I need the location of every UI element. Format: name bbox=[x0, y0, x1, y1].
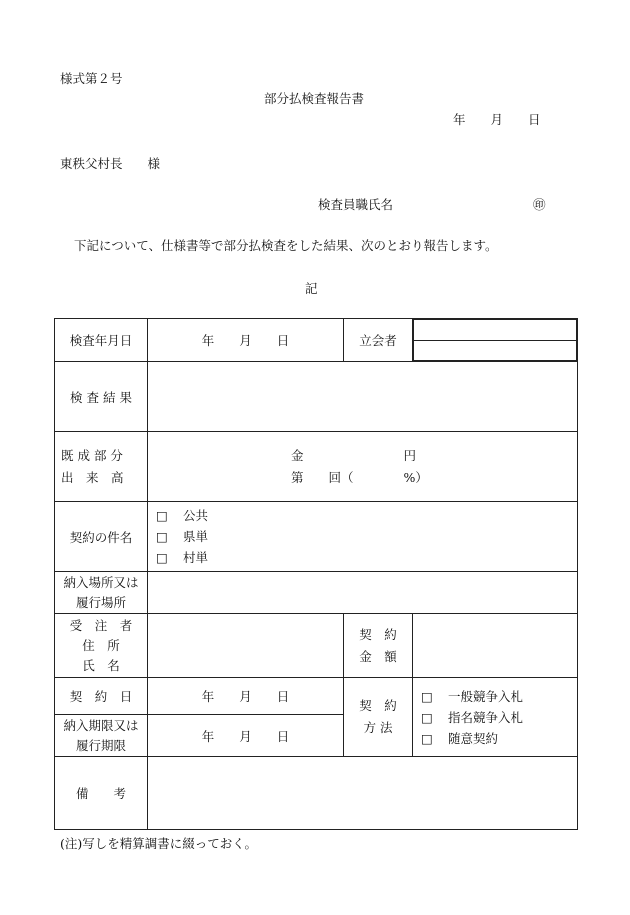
contractor-label bbox=[55, 614, 148, 678]
amount-line: 金 円 bbox=[291, 447, 417, 463]
delivery-label-line1: 納入場所又は bbox=[63, 574, 139, 590]
intro-text: 下記について、仕様書等で部分払検査をした結果、次のとおり報告します。 bbox=[74, 238, 498, 253]
inspector-label: 検査員職氏名 bbox=[318, 197, 394, 212]
witness-cell bbox=[413, 319, 578, 362]
deadline-label bbox=[55, 715, 148, 757]
contract-name-label: 契約の件名 bbox=[55, 502, 148, 572]
witness-field-1 bbox=[414, 320, 577, 341]
deadline-label-line2: 履行期限 bbox=[75, 737, 126, 753]
delivery-value bbox=[148, 572, 578, 614]
remarks-value bbox=[148, 757, 578, 830]
option-kentan: □ 県単 bbox=[148, 526, 577, 547]
contract-amount-label-line2: 金 額 bbox=[359, 648, 397, 664]
option-nominated-bid: □ 指名競争入札 bbox=[413, 707, 577, 728]
checkbox-icon: □ bbox=[421, 709, 433, 725]
result-value bbox=[148, 362, 578, 432]
inspection-date-label: 検査年月日 bbox=[55, 319, 148, 362]
remarks-label: 備 考 bbox=[55, 757, 148, 830]
contract-date-value: 年 月 日 bbox=[148, 678, 344, 715]
document-title: 部分払検査報告書 bbox=[264, 91, 365, 106]
option-negotiated: □ 随意契約 bbox=[413, 728, 577, 749]
deadline-value: 年 月 日 bbox=[148, 715, 344, 757]
contract-date-label: 契 約 日 bbox=[55, 678, 148, 715]
method-label bbox=[344, 678, 413, 757]
contractor-label-line2: 住 所 bbox=[82, 637, 120, 653]
witness-field-2 bbox=[414, 340, 577, 361]
form-number: 様式第２号 bbox=[60, 71, 123, 86]
contract-amount-label-line1: 契 約 bbox=[359, 626, 397, 642]
method-label-line1: 契 約 bbox=[359, 698, 397, 713]
option-general-bid: □ 一般競争入札 bbox=[413, 686, 577, 707]
progress-label-line1: 既 成 部 分 bbox=[61, 447, 123, 463]
checkbox-icon: □ bbox=[421, 688, 433, 704]
progress-label bbox=[55, 432, 148, 502]
footnote: (注)写しを精算調書に綴っておく。 bbox=[60, 836, 258, 851]
progress-value bbox=[148, 432, 578, 502]
contractor-value bbox=[148, 614, 344, 678]
progress-label-line2: 出 来 高 bbox=[61, 469, 124, 485]
checkbox-icon: □ bbox=[156, 508, 168, 523]
checkbox-icon: □ bbox=[156, 529, 168, 544]
delivery-label-line2: 履行場所 bbox=[75, 594, 126, 610]
addressee: 東秩父村長 様 bbox=[60, 156, 161, 171]
ki-heading: 記 bbox=[305, 281, 318, 296]
report-table bbox=[54, 318, 578, 830]
option-kokyo: □ 公共 bbox=[148, 505, 577, 526]
times-line: 第 回（ %） bbox=[291, 469, 428, 485]
deadline-label-line1: 納入期限又は bbox=[63, 717, 139, 733]
checkbox-icon: □ bbox=[421, 730, 433, 746]
method-label-line2: 方 法 bbox=[363, 720, 393, 735]
contract-name-options bbox=[148, 502, 578, 572]
option-sontan: □ 村単 bbox=[148, 547, 577, 568]
inspection-date-value: 年 月 日 bbox=[148, 319, 344, 362]
header-date: 年 月 日 bbox=[453, 112, 541, 127]
contractor-label-line1: 受 注 者 bbox=[69, 617, 133, 633]
witness-label: 立会者 bbox=[344, 319, 413, 362]
contract-amount-value bbox=[413, 614, 578, 678]
contractor-label-line3: 氏 名 bbox=[82, 657, 120, 673]
result-label: 検 査 結 果 bbox=[55, 362, 148, 432]
contract-amount-label bbox=[344, 614, 413, 678]
checkbox-icon: □ bbox=[156, 550, 168, 565]
seal-mark: ㊞ bbox=[533, 197, 546, 212]
delivery-label bbox=[55, 572, 148, 614]
method-options bbox=[413, 678, 578, 757]
